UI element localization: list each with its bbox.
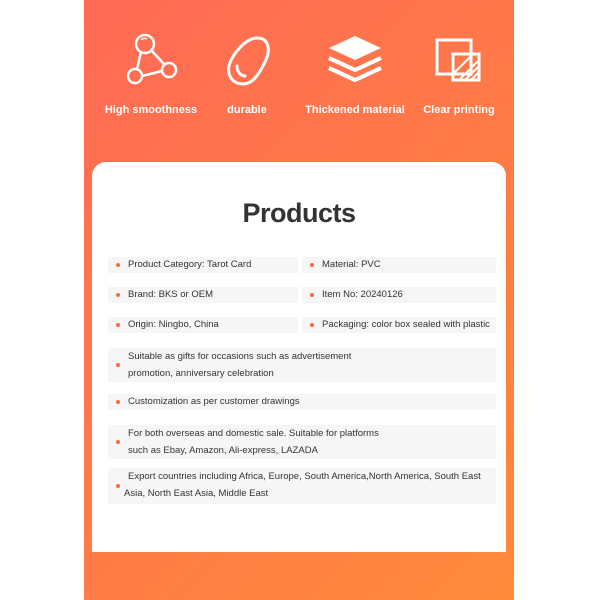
bullet-dot bbox=[310, 323, 314, 327]
feature-bullet-export bbox=[108, 468, 496, 504]
spec-item-no bbox=[302, 287, 496, 303]
feature-bullet-gifts bbox=[108, 348, 496, 382]
feature-label: High smoothness bbox=[104, 104, 198, 116]
layers-icon bbox=[325, 30, 385, 90]
spec-packaging bbox=[302, 317, 496, 333]
spec-category bbox=[108, 257, 298, 273]
spec-text: Item No: 20240126 bbox=[322, 289, 403, 300]
page-title: Products bbox=[242, 198, 356, 228]
bullet-line: Customization as per customer drawings bbox=[128, 396, 300, 407]
spec-text: Material: PVC bbox=[322, 259, 381, 270]
bullet-dot bbox=[310, 263, 314, 267]
bullet-dot bbox=[116, 440, 120, 444]
bullet-line: Export countries including Africa, Europe, South America,North America, South East bbox=[128, 471, 481, 482]
molecule-icon bbox=[121, 30, 181, 90]
print-icon bbox=[429, 30, 489, 90]
feature-bullet-platforms bbox=[108, 425, 496, 459]
bullet-line: promotion, anniversary celebration bbox=[128, 368, 274, 379]
spec-material bbox=[302, 257, 496, 273]
feature-durable bbox=[192, 30, 302, 116]
bullet-dot bbox=[116, 263, 120, 267]
drop-icon bbox=[217, 30, 277, 90]
spec-origin bbox=[108, 317, 298, 333]
bullet-line: Suitable as gifts for occasions such as advertisement bbox=[128, 351, 352, 362]
promo-banner bbox=[84, 0, 514, 600]
bullet-line: such as Ebay, Amazon, Ali-express, LAZADA bbox=[128, 445, 318, 456]
bullet-dot bbox=[116, 293, 120, 297]
bullet-line: For both overseas and domestic sale. Suitable for platforms bbox=[128, 428, 379, 439]
spec-text: Packaging: color box sealed with plastic bbox=[322, 319, 490, 330]
feature-clear-printing bbox=[404, 30, 514, 116]
spec-text: Brand: BKS or OEM bbox=[128, 289, 214, 300]
bullet-dot bbox=[310, 293, 314, 297]
spec-brand bbox=[108, 287, 298, 303]
feature-label: Clear printing bbox=[423, 104, 495, 116]
bullet-dot bbox=[116, 363, 120, 367]
spec-text: Product Category: Tarot Card bbox=[128, 259, 252, 270]
bullet-line: Asia, North East Asia, Middle East bbox=[124, 488, 269, 499]
bullet-dot bbox=[116, 323, 120, 327]
feature-strip bbox=[84, 30, 514, 140]
feature-high-smoothness bbox=[96, 30, 206, 116]
feature-label: durable bbox=[227, 104, 267, 116]
feature-bullet-customization bbox=[108, 394, 496, 410]
products-card bbox=[92, 162, 506, 552]
feature-label: Thickened material bbox=[305, 104, 405, 116]
bullet-dot bbox=[116, 484, 120, 488]
spec-text: Origin: Ningbo, China bbox=[128, 319, 219, 330]
bullet-dot bbox=[116, 400, 120, 404]
feature-thickened-material bbox=[300, 30, 410, 116]
